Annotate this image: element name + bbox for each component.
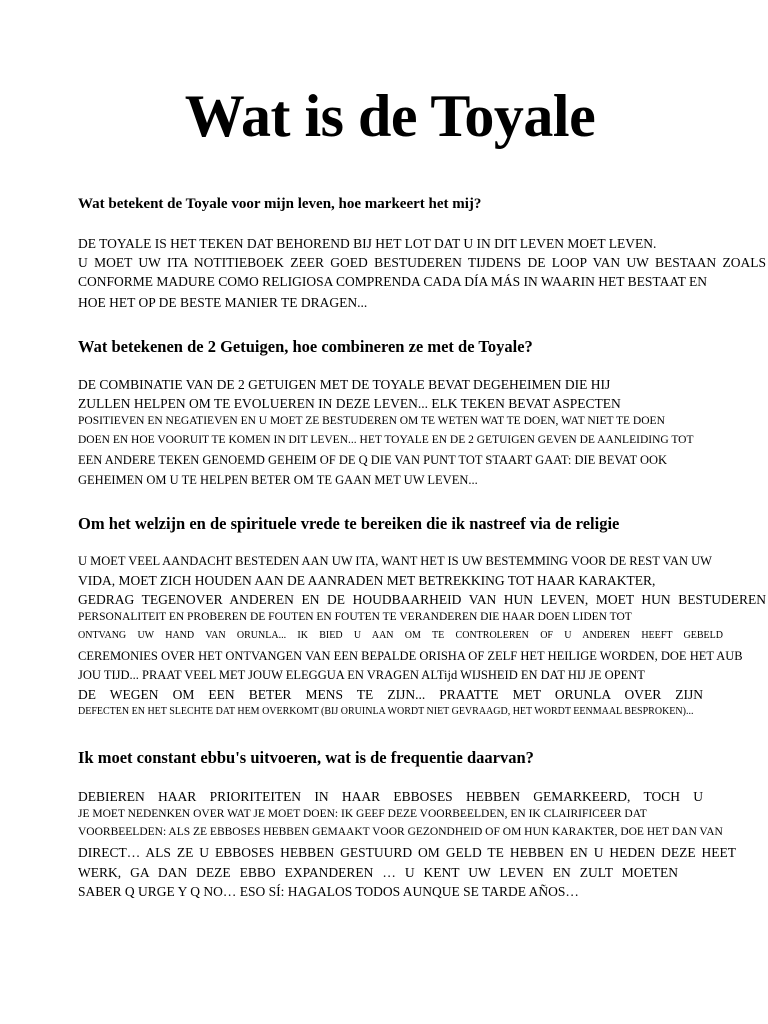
paragraph-line: CONFORME MADURE COMO RELIGIOSA COMPRENDA CADA DÍA MÁS IN WAARIN HET BESTAAT EN xyxy=(78,274,707,289)
paragraph-line: VIDA, MOET ZICH HOUDEN AAN DE AANRADEN MET BETREKKING TOT HAAR KARAKTER, xyxy=(78,573,656,588)
paragraph-line: JOU TIJD... PRAAT VEEL MET JOUW ELEGGUA EN VRAGEN ALTijd WIJSHEID EN DAT HIJ JE OPENT xyxy=(78,668,645,682)
paragraph-line: PERSONALITEIT EN PROBEREN DE FOUTEN EN FOUTEN TE VERANDEREN DIE HAAR DOEN LIDEN TOT xyxy=(78,611,632,623)
paragraph-line: HOE HET OP DE BESTE MANIER TE DRAGEN... xyxy=(78,295,368,310)
page-title: Wat is de Toyale xyxy=(184,83,596,149)
paragraph-line: U MOET UW ITA NOTITIEBOEK ZEER GOED BESTUDEREN TIJDENS DE LOOP VAN UW BESTAAN ZOALS xyxy=(78,255,766,270)
section-heading-two-witnesses: Wat betekenen de 2 Getuigen, hoe combineren ze met de Toyale? xyxy=(78,337,533,356)
paragraph-line: DE TOYALE IS HET TEKEN DAT BEHOREND BIJ HET LOT DAT U IN DIT LEVEN MOET LEVEN. xyxy=(78,236,657,251)
paragraph-line: DEFECTEN EN HET SLECHTE DAT HEM OVERKOMT (BIJ ORUINLA WORDT NIET GEVRAAGD, HET WORDT EENMAAL BESPROKEN)... xyxy=(78,706,694,717)
paragraph-line: DEBIEREN HAAR PRIORITEITEN IN HAAR EBBOSES HEBBEN GEMARKEERD, TOCH U xyxy=(78,789,703,804)
paragraph-line: ONTVANG UW HAND VAN ORUNLA... IK BIED U AAN OM TE CONTROLEREN OF U ANDEREN HEEFT GEBELD xyxy=(78,630,723,641)
paragraph-line: DOEN EN HOE VOORUIT TE KOMEN IN DIT LEVEN... HET TOYALE EN DE 2 GETUIGEN GEVEN DE AANLEIDING TOT xyxy=(78,434,694,446)
section-heading-toyale-meaning: Wat betekent de Toyale voor mijn leven, hoe markeert het mij? xyxy=(78,196,482,212)
paragraph-line: DIRECT… ALS ZE U EBBOSES HEBBEN GESTUURD OM GELD TE HEBBEN EN U HEDEN DEZE HEET xyxy=(78,845,736,860)
section-heading-spiritual-peace: Om het welzijn en de spirituele vrede te bereiken die ik nastreef via de religie xyxy=(78,514,620,533)
section-heading-ebbos-frequency: Ik moet constant ebbu's uitvoeren, wat is de frequentie daarvan? xyxy=(78,748,534,767)
paragraph-line: WERK, GA DAN DEZE EBBO EXPANDEREN … U KENT UW LEVEN EN ZULT MOETEN xyxy=(78,865,678,880)
paragraph-line: GEHEIMEN OM U TE HELPEN BETER OM TE GAAN MET UW LEVEN... xyxy=(78,473,478,487)
paragraph-line: JE MOET NEDENKEN OVER WAT JE MOET DOEN: IK GEEF DEZE VOORBEELDEN, EN IK CLAIRIFICEER DAT xyxy=(78,808,647,820)
paragraph-line: GEDRAG TEGENOVER ANDEREN EN DE HOUDBAARHEID VAN HUN LEVEN, MOET HUN BESTUDEREN xyxy=(78,592,766,607)
paragraph-line: DE COMBINATIE VAN DE 2 GETUIGEN MET DE TOYALE BEVAT DEGEHEIMEN DIE HIJ xyxy=(78,377,611,392)
paragraph-line: ZULLEN HELPEN OM TE EVOLUEREN IN DEZE LEVEN... ELK TEKEN BEVAT ASPECTEN xyxy=(78,396,621,411)
paragraph-line: EEN ANDERE TEKEN GENOEMD GEHEIM OF DE Q DIE VAN PUNT TOT STAART GAAT: DIE BEVAT OOK xyxy=(78,453,668,467)
paragraph-line: DE WEGEN OM EEN BETER MENS TE ZIJN... PRAATTE MET ORUNLA OVER ZIJN xyxy=(78,687,703,702)
paragraph-line: VOORBEELDEN: ALS ZE EBBOSES HEBBEN GEMAAKT VOOR GEZONDHEID OF OM HUN KARAKTER, DOE HET DAN VAN xyxy=(78,826,723,838)
paragraph-line: POSITIEVEN EN NEGATIEVEN EN U MOET ZE BESTUDEREN OM TE WETEN WAT TE DOEN, WAT NIET TE DOEN xyxy=(78,415,665,427)
paragraph-line: CEREMONIES OVER HET ONTVANGEN VAN EEN BEPALDE ORISHA OF ZELF HET HEILIGE WORDEN, DOE HET AUB xyxy=(78,649,743,663)
paragraph-line: SABER Q URGE Y Q NO… ESO SÍ: HAGALOS TODOS AUNQUE SE TARDE AÑOS… xyxy=(78,884,579,899)
paragraph-line: U MOET VEEL AANDACHT BESTEDEN AAN UW ITA, WANT HET IS UW BESTEMMING VOOR DE REST VAN UW xyxy=(78,554,712,568)
